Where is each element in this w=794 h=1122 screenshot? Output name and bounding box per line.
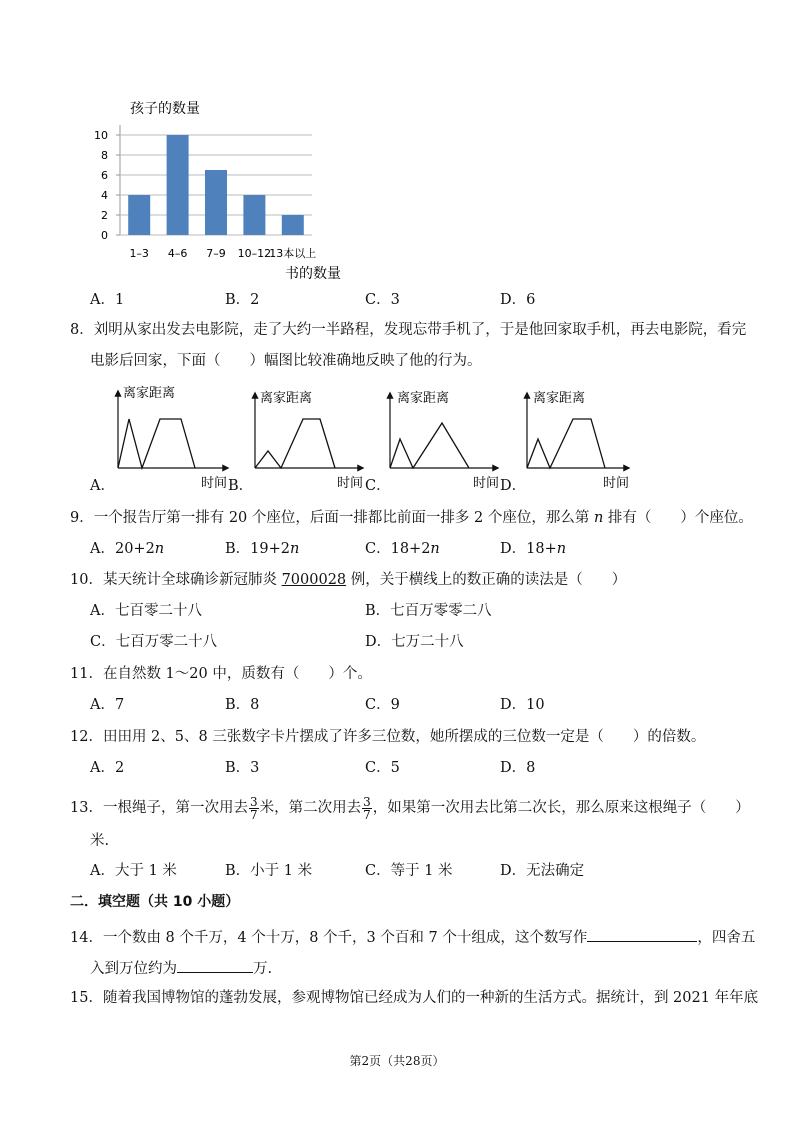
q10-option-c[interactable]: C．七百万零二十八 [90, 634, 218, 650]
chart-y-axis-label: 孩子的数量 [130, 101, 200, 117]
q11-option-d[interactable]: D．10 [500, 697, 545, 713]
chart-x-tick-label: 1–3 [129, 247, 149, 260]
q8-option-c[interactable]: C． [365, 478, 391, 494]
q7-option-a[interactable]: A．1 [90, 292, 125, 308]
q7-option-d[interactable]: D．6 [500, 292, 536, 308]
q8-graph-d-ylabel: 离家距离 [533, 391, 586, 406]
q8-graph-a [118, 386, 228, 491]
q14-blank-write[interactable] [587, 925, 697, 942]
q9-option-b[interactable]: B．19+2n [225, 541, 300, 557]
chart-bars [128, 135, 304, 235]
q8-option-b[interactable]: B． [228, 478, 254, 494]
q12-option-b[interactable]: B．3 [225, 760, 260, 776]
chart-y-tick-label: 4 [101, 189, 108, 202]
chart-x-ticks [129, 246, 316, 260]
chart-bar [243, 195, 265, 235]
chart-bar [205, 170, 227, 235]
q13-fraction-2: $\frac{3}{7}$ [363, 794, 371, 822]
q10-stem: 10．某天统计全球确诊新冠肺炎 7000028 例，关于横线上的数正确的读法是（ ） [70, 572, 627, 588]
q8-stem-line2: 电影后回家，下面（ ）幅图比较准确地反映了他的行为。 [90, 353, 482, 369]
q11-option-a[interactable]: A．7 [90, 697, 125, 713]
chart-x-axis-label: 书的数量 [285, 266, 341, 282]
chart-x-tick-label: 10–12 [237, 247, 272, 260]
q7-option-b[interactable]: B．2 [225, 292, 260, 308]
section-fill-in-title: 二．填空题（共 10 小题） [70, 894, 240, 910]
chart-bar [128, 195, 150, 235]
q12-option-d[interactable]: D．8 [500, 760, 536, 776]
q10-option-a[interactable]: A．七百零二十八 [90, 603, 202, 619]
q9-option-a[interactable]: A．20+2n [90, 541, 165, 557]
q9-option-c[interactable]: C．18+2n [365, 541, 440, 557]
chart-y-tick-label: 2 [101, 209, 108, 222]
q13-stem-line2: 米. [90, 833, 110, 849]
q8-graph-a-ylabel: 离家距离 [123, 386, 176, 401]
q8-option-a[interactable]: A． [90, 478, 115, 494]
chart-bar [167, 135, 189, 235]
q10-underlined-number: 7000028 [281, 572, 347, 588]
q8-option-d[interactable]: D． [500, 478, 527, 494]
q9-stem: 9．一个报告厅第一排有 20 个座位，后面一排都比前面一排多 2 个座位，那么第 n 排有（ ）个座位。 [70, 510, 753, 526]
chart-y-tick-label: 8 [101, 149, 108, 162]
chart-bar [282, 215, 304, 235]
q8-graph-c [390, 391, 499, 491]
q14-blank-round[interactable] [177, 956, 253, 973]
q13-option-a[interactable]: A．大于 1 米 [90, 863, 177, 879]
q13-stem: 13．一根绳子，第一次用去 $\frac{3}{7}$ 米，第二次用去 $\frac{3}{7}$ ，如果第一次用去比第二次长，那么原来这根绳子（ ） [70, 794, 750, 822]
book-count-bar-chart [80, 95, 380, 285]
q9-option-d[interactable]: D．18+n [500, 541, 567, 557]
chart-y-tick-label: 0 [101, 229, 108, 242]
q8-graph-b [255, 391, 363, 491]
q13-option-c[interactable]: C．等于 1 米 [365, 863, 453, 879]
q10-option-d[interactable]: D．七万二十八 [365, 634, 464, 650]
q8-graph-c-ylabel: 离家距离 [397, 391, 450, 406]
q8-stem-line1: 8．刘明从家出发去电影院，走了大约一半路程，发现忘带手机了，于是他回家取手机，再去电影院，看完 [70, 322, 747, 338]
chart-y-ticks [94, 129, 108, 242]
q7-option-c[interactable]: C．3 [365, 292, 400, 308]
q14-stem: 14．一个数由 8 个千万，4 个十万，8 个千，3 个百和 7 个十组成，这个数写作 ，四舍五 [70, 925, 755, 948]
q11-option-c[interactable]: C．9 [365, 697, 400, 713]
q8-graph-d [527, 391, 629, 491]
chart-x-tick-label: 7–9 [206, 247, 226, 260]
q14-stem-line2: 入到万位约为 万. [90, 956, 272, 979]
q8-graph-c-xlabel: 时间 [473, 476, 500, 491]
q12-option-a[interactable]: A．2 [90, 760, 125, 776]
q13-fraction-1: $\frac{3}{7}$ [249, 794, 258, 822]
q8-graph-a-xlabel: 时间 [201, 476, 228, 491]
chart-x-tick-label: 13本以上 [269, 247, 317, 260]
q13-option-d[interactable]: D．无法确定 [500, 863, 585, 879]
q12-stem: 12．田田用 2、5、8 三张数字卡片摆成了许多三位数，她所摆成的三位数一定是（ ）的倍数。 [70, 729, 706, 745]
q15-stem: 15．随着我国博物馆的蓬勃发展，参观博物馆已经成为人们的一种新的生活方式。据统计，到 2021 年年底 [70, 990, 759, 1006]
chart-y-tick-label: 10 [94, 129, 108, 142]
chart-y-tick-label: 6 [101, 169, 108, 182]
q12-option-c[interactable]: C．5 [365, 760, 400, 776]
q11-option-b[interactable]: B．8 [225, 697, 260, 713]
chart-x-tick-label: 4–6 [167, 247, 188, 260]
q13-option-b[interactable]: B．小于 1 米 [225, 863, 313, 879]
q8-graph-d-xlabel: 时间 [603, 476, 630, 491]
q8-graph-b-ylabel: 离家距离 [260, 391, 313, 406]
page-footer: 第2页（共28页） [349, 1054, 445, 1068]
q8-graph-b-xlabel: 时间 [337, 476, 364, 491]
q10-option-b[interactable]: B．七百万零零二八 [365, 603, 492, 619]
q11-stem: 11．在自然数 1～20 中，质数有（ ）个。 [70, 666, 372, 682]
